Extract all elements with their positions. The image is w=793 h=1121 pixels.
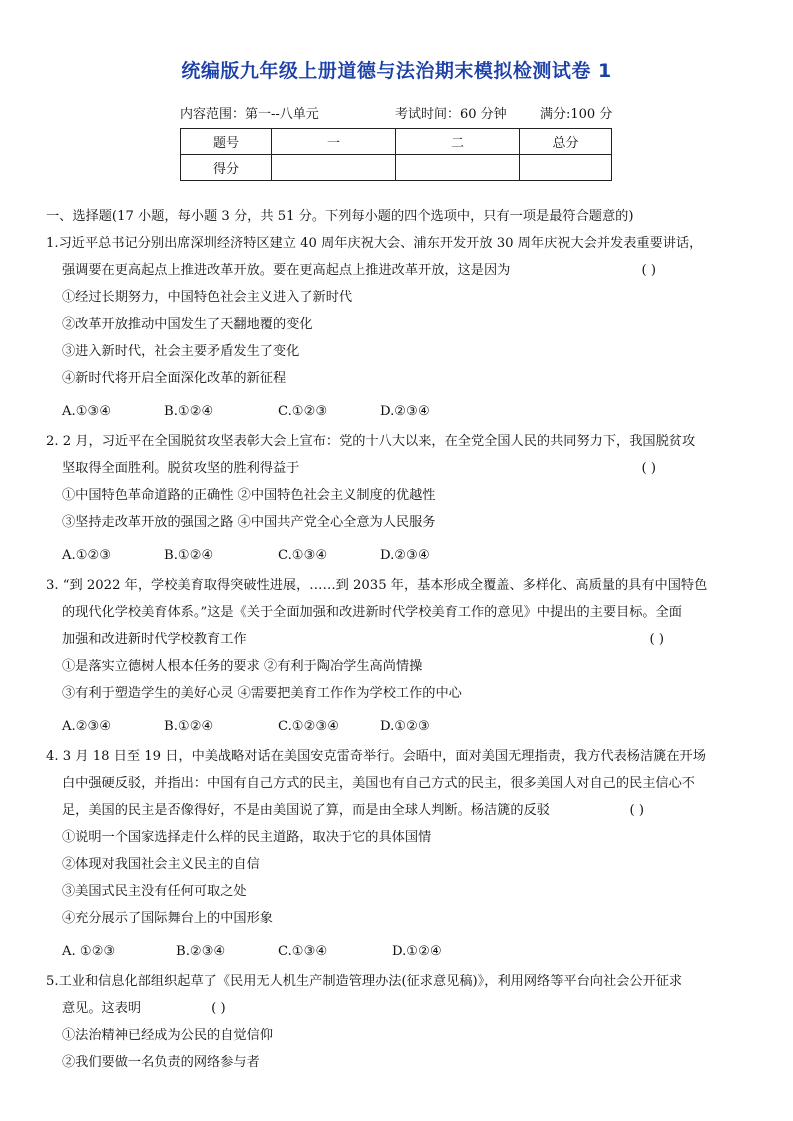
answer-choices xyxy=(46,938,756,965)
choice-b[interactable]: B.①②④ xyxy=(164,404,214,419)
answer-choices xyxy=(46,713,756,740)
answer-paren: ( ) xyxy=(649,632,664,647)
question-stem-line: 3. “到 2022 年，学校美育取得突破性进展，……到 2035 年，基本形成全覆盖、多样化、高质量的具有中国特色 xyxy=(46,578,708,593)
question-stem-line xyxy=(46,995,756,1022)
answer-paren: ( ) xyxy=(211,1001,226,1016)
choice-a[interactable]: A. ①②③ xyxy=(62,944,116,959)
choice-c[interactable]: C.①②③④ xyxy=(278,719,340,734)
score-cell[interactable] xyxy=(396,155,520,181)
question-stem-line xyxy=(46,257,756,284)
question-option: ④充分展示了国际舞台上的中国形象 xyxy=(62,911,273,926)
score-table xyxy=(180,128,612,181)
score-table-row xyxy=(181,155,612,181)
choice-d[interactable]: D.①②④ xyxy=(392,944,442,959)
question-stem-line: 白中强硬反驳，并指出：中国有自己方式的民主，美国也有自己方式的民主，很多美国人对自己的民主信心不 xyxy=(62,776,695,791)
question-option: ①经过长期努力，中国特色社会主义进入了新时代 xyxy=(62,290,353,305)
question-option: ①法治精神已经成为公民的自觉信仰 xyxy=(62,1028,273,1043)
question-stem-line xyxy=(46,797,756,824)
answer-paren: ( ) xyxy=(641,263,656,278)
choice-a[interactable]: A.①②③ xyxy=(62,548,112,563)
choice-d[interactable]: D.①②③ xyxy=(380,719,430,734)
question-stem-line xyxy=(46,626,756,653)
choice-b[interactable]: B.①②④ xyxy=(164,719,214,734)
score-table-header: 一 xyxy=(272,129,396,155)
question-stem-line: 4. 3 月 18 日至 19 日，中美战略对话在美国安克雷奇举行。会晤中，面对美国无理指责，我方代表杨洁篪在开场 xyxy=(46,749,706,764)
choice-b[interactable]: B.②③④ xyxy=(176,944,226,959)
score-table-header-row xyxy=(181,129,612,155)
answer-choices xyxy=(46,398,756,425)
question-stem-line: 5.工业和信息化部组织起草了《民用无人机生产制造管理办法(征求意见稿)》，利用网络等平台向社会公开征求 xyxy=(46,974,683,989)
exam-title: 统编版九年级上册道德与法治期末模拟检测试卷 1 xyxy=(181,60,612,82)
question-option: ②改革开放推动中国发生了天翻地覆的变化 xyxy=(62,317,313,332)
question-stem-line: 1.习近平总书记分别出席深圳经济特区建立 40 周年庆祝大会、浦东开发开放 30 周年庆祝大会并发表重要讲话， xyxy=(46,236,703,251)
question-option: ④新时代将开启全面深化改革的新征程 xyxy=(62,371,287,386)
question-stem-text: 强调要在更高起点上推进改革开放。要在更高起点上推进改革开放，这是因为 xyxy=(62,263,511,278)
question-stem-text: 加强和改进新时代学校教育工作 xyxy=(62,632,247,647)
question-option: ②我们要做一名负责的网络参与者 xyxy=(62,1055,260,1070)
choice-d[interactable]: D.②③④ xyxy=(380,548,430,563)
score-table-header: 二 xyxy=(396,129,520,155)
question-option: ③美国式民主没有任何可取之处 xyxy=(62,884,247,899)
question-stem-line: 的现代化学校美育体系。”这是《关于全面加强和改进新时代学校美育工作的意见》中提出的主要目标。全面 xyxy=(62,605,682,620)
question-stem-text: 坚取得全面胜利。脱贫攻坚的胜利得益于 xyxy=(62,461,300,476)
question-option: ①是落实立德树人根本任务的要求 ②有利于陶冶学生高尚情操 xyxy=(62,659,423,674)
question-option: ①中国特色革命道路的正确性 ②中国特色社会主义制度的优越性 xyxy=(62,488,436,503)
question-option: ③有利于塑造学生的美好心灵 ④需要把美育工作作为学校工作的中心 xyxy=(62,686,462,701)
exam-time: 考试时间：60 分钟 xyxy=(395,107,507,122)
choice-c[interactable]: C.①③④ xyxy=(278,944,328,959)
score-table-header: 总分 xyxy=(520,129,612,155)
choice-a[interactable]: A.②③④ xyxy=(62,719,112,734)
question-stem-line: 2. 2 月，习近平在全国脱贫攻坚表彰大会上宣布：党的十八大以来，在全党全国人民的共同努力下，我国脱贫攻 xyxy=(46,434,696,449)
full-score: 满分:100 分 xyxy=(540,107,613,122)
choice-b[interactable]: B.①②④ xyxy=(164,548,214,563)
score-cell[interactable] xyxy=(520,155,612,181)
choice-c[interactable]: C.①③④ xyxy=(278,548,328,563)
question-content xyxy=(46,203,756,1076)
score-table-header: 题号 xyxy=(181,129,272,155)
answer-choices xyxy=(46,542,756,569)
question-option: ②体现对我国社会主义民主的自信 xyxy=(62,857,260,872)
choice-d[interactable]: D.②③④ xyxy=(380,404,430,419)
answer-paren: ( ) xyxy=(641,461,656,476)
content-range: 内容范围：第一--八单元 xyxy=(180,107,319,122)
question-3 xyxy=(46,572,756,740)
question-2 xyxy=(46,428,756,569)
question-option: ③进入新时代，社会主要矛盾发生了变化 xyxy=(62,344,300,359)
score-cell[interactable] xyxy=(272,155,396,181)
choice-c[interactable]: C.①②③ xyxy=(278,404,328,419)
choice-a[interactable]: A.①③④ xyxy=(62,404,112,419)
question-4 xyxy=(46,743,756,965)
answer-paren: ( ) xyxy=(629,803,644,818)
question-5 xyxy=(46,968,756,1076)
question-stem-text: 意见。这表明 xyxy=(62,1001,142,1016)
question-option: ①说明一个国家选择走什么样的民主道路，取决于它的具体国情 xyxy=(62,830,432,845)
score-row-label: 得分 xyxy=(181,155,272,181)
question-stem-text: 足，美国的民主是否像得好，不是由美国说了算，而是由全球人判断。杨洁篪的反驳 xyxy=(62,803,550,818)
question-1 xyxy=(46,230,756,425)
section-heading: 一、选择题(17 小题，每小题 3 分，共 51 分。下列每小题的四个选项中，只有一项是最符合题意的) xyxy=(46,209,634,224)
question-option: ③坚持走改革开放的强国之路 ④中国共产党全心全意为人民服务 xyxy=(62,515,436,530)
question-stem-line xyxy=(46,455,756,482)
